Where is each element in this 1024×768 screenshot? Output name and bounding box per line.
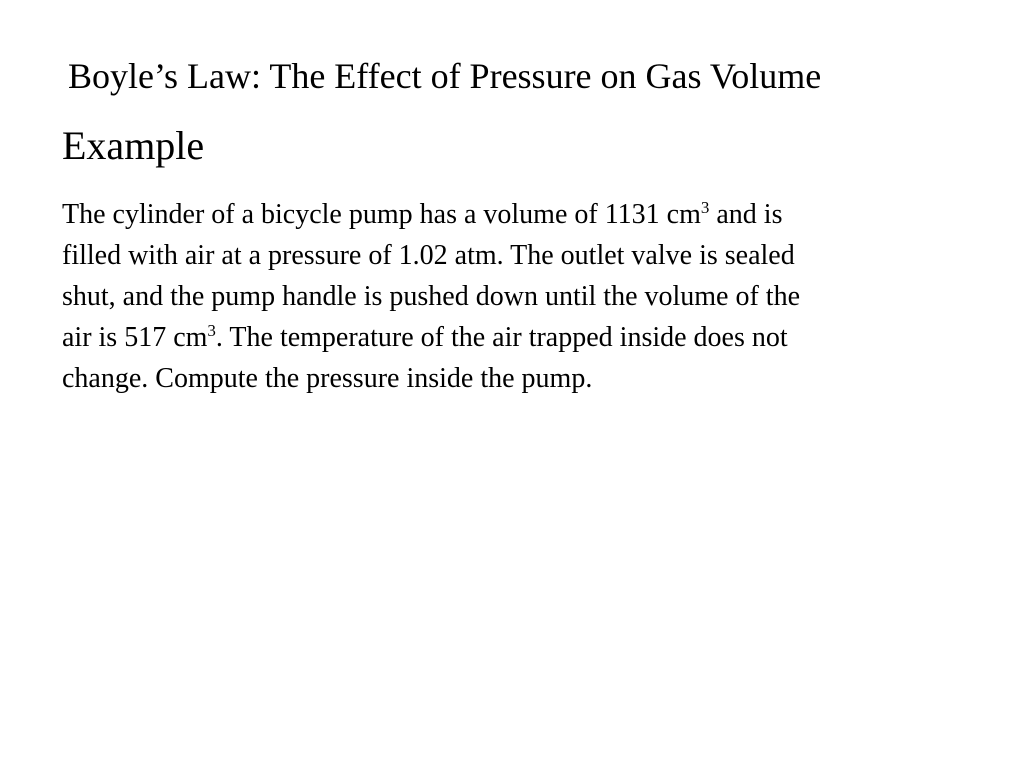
problem-line-2: filled with air at a pressure of 1.02 atm. The outlet valve is sealed bbox=[62, 240, 795, 271]
problem-line-5: change. Compute the pressure inside the pump. bbox=[62, 363, 593, 394]
example-heading: Example bbox=[62, 123, 205, 168]
problem-line-4 bbox=[62, 317, 972, 358]
problem-text-segment: and is bbox=[709, 199, 783, 230]
problem-text-segment: The cylinder of a bicycle pump has a volume of 1131 cm bbox=[62, 199, 701, 230]
problem-line-3: shut, and the pump handle is pushed down until the volume of the bbox=[62, 281, 801, 312]
slide-title: Boyle’s Law: The Effect of Pressure on Gas Volume bbox=[68, 56, 822, 96]
superscript-exponent: 3 bbox=[207, 321, 216, 340]
problem-text-segment: air is 517 cm bbox=[62, 322, 208, 353]
problem-text-segment: . The temperature of the air trapped inside does not bbox=[215, 322, 788, 353]
superscript-exponent: 3 bbox=[700, 198, 710, 217]
problem-line-1 bbox=[62, 194, 972, 235]
problem-statement bbox=[62, 194, 972, 399]
